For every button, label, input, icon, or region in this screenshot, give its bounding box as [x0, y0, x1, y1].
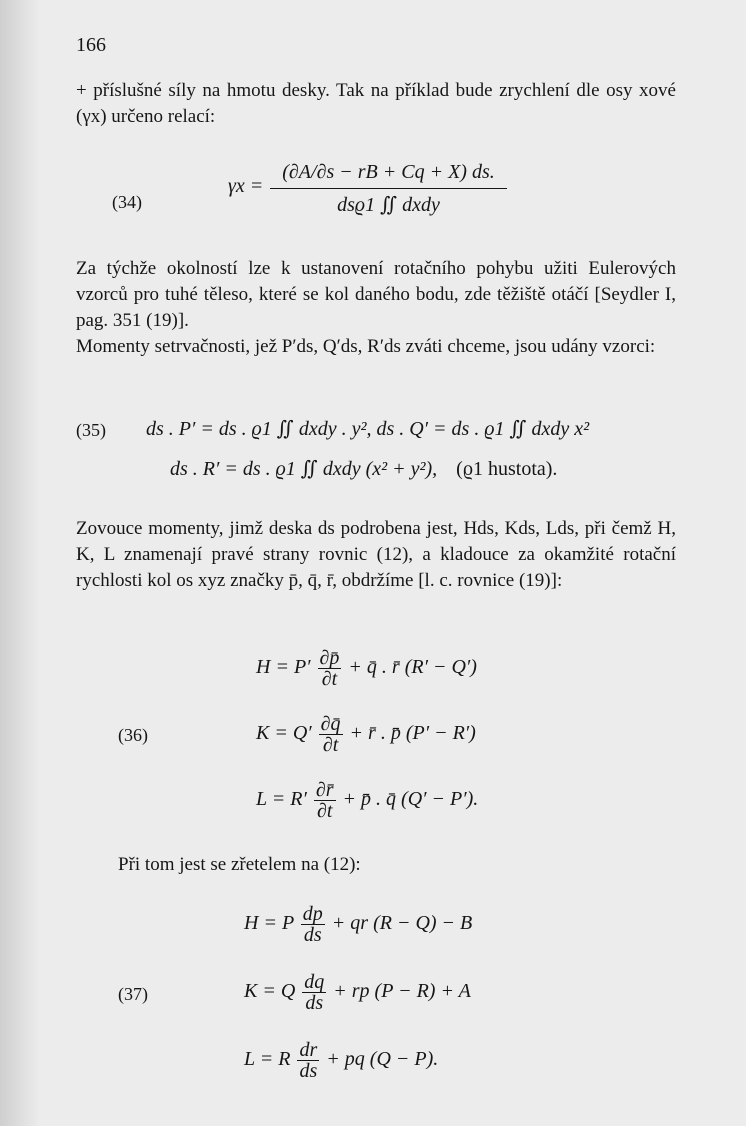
equation-37-rest: + qr (R − Q) − B: [331, 912, 473, 935]
equation-36-lhs: K = Q′: [256, 722, 312, 745]
equation-36-row: [256, 648, 477, 689]
equation-36-numerator: ∂q̄: [320, 713, 341, 735]
equation-36-rest: + p̄ . q̄ (Q′ − P′).: [342, 788, 479, 811]
paragraph-euler: Za týchže okolností lze k ustanovení rotačního pohybu užiti Eulerových vzorců pro tuhé těleso, které se kol daného bodu, zde těžiště otáčí [Seydler I, pag. 351 (19)].: [76, 258, 676, 331]
equation-37-rest: + rp (P − R) + A: [333, 980, 471, 1003]
equation-36-row: [256, 714, 476, 755]
equation-37-label: (37): [118, 984, 148, 1004]
paragraph-note-12: Při tom jest se zřetelem na (12):: [118, 854, 361, 875]
equation-36-denominator: ∂t: [322, 734, 339, 756]
equation-37-lhs: L = R: [244, 1048, 291, 1071]
equation-36-fraction: [319, 714, 343, 755]
equation-37-rest: + pq (Q − P).: [326, 1048, 439, 1071]
paragraph-moments: Momenty setrvačnosti, jež P′ds, Q′ds, R′ds zváti chceme, jsou udány vzorci:: [76, 336, 656, 357]
equation-36-denominator: ∂t: [316, 800, 333, 822]
equation-37-row: [244, 904, 472, 945]
equation-36-row: [256, 780, 478, 821]
equation-36-lhs: H = P′: [256, 656, 311, 679]
equation-35-note: (ϱ1 hustota).: [456, 458, 558, 480]
equation-37-fraction: [297, 1040, 319, 1081]
equation-36-numerator: ∂r̄: [315, 779, 334, 801]
equation-36-numerator: ∂p̄: [319, 647, 340, 669]
equation-34-label: (34): [112, 192, 142, 212]
equation-37-numerator: dq: [304, 971, 325, 993]
equation-34-numerator: (∂A/∂s − rB + Cq + X) ds.: [270, 158, 506, 189]
equation-36-label: (36): [118, 725, 148, 745]
equation-34-lhs: γx =: [228, 175, 264, 197]
equation-36-fraction: [314, 780, 336, 821]
equation-37-numerator: dp: [302, 903, 323, 925]
equation-36-fraction: [318, 648, 342, 689]
equation-36-rest: + q̄ . r̄ (R′ − Q′): [348, 656, 477, 679]
equation-35-line-2: [170, 456, 557, 481]
equation-37-denominator: ds: [305, 992, 324, 1014]
equation-37-row: [244, 972, 471, 1013]
paragraph-euler-equations: Zovouce momenty, jimž deska ds podrobena jest, Hds, Kds, Lds, při čemž H, K, L znamenají pravé strany rovnic (12), a kladouce za okamžité rotační rychlosti kol os xyz značky p̄, q̄, r̄, obdržíme [l. c. rovnice (19)]:: [76, 518, 676, 591]
equation-36-lhs: L = R′: [256, 788, 307, 811]
equation-35-line-1: ds . P′ = ds . ϱ1 ∬ dxdy . y², ds . Q′ = ds . ϱ1 ∬ dxdy x²: [146, 418, 590, 440]
equation-34-fraction: [270, 158, 506, 215]
equation-37-denominator: ds: [303, 924, 322, 946]
paragraph-intro: + příslušné síly na hmotu desky. Tak na příklad bude zrychlení dle osy xové (γx) určeno relací:: [76, 80, 676, 127]
equation-35-line-2-formula: ds . R′ = ds . ϱ1 ∬ dxdy (x² + y²),: [170, 458, 438, 480]
equation-35-label: (35): [76, 420, 106, 440]
equation-36-rest: + r̄ . p̄ (P′ − R′): [349, 722, 476, 745]
equation-37-lhs: K = Q: [244, 980, 296, 1003]
equation-37-fraction: [302, 972, 326, 1013]
equation-34: [228, 158, 509, 215]
equation-36-denominator: ∂t: [321, 668, 338, 690]
equation-37-row: [244, 1040, 438, 1081]
equation-37-lhs: H = P: [244, 912, 294, 935]
equation-34-denominator: dsϱ1 ∬ dxdy: [337, 194, 440, 216]
equation-37-numerator: dr: [299, 1039, 318, 1061]
equation-37-denominator: ds: [299, 1060, 318, 1082]
equation-37-fraction: [301, 904, 325, 945]
page-number: 166: [76, 34, 106, 56]
